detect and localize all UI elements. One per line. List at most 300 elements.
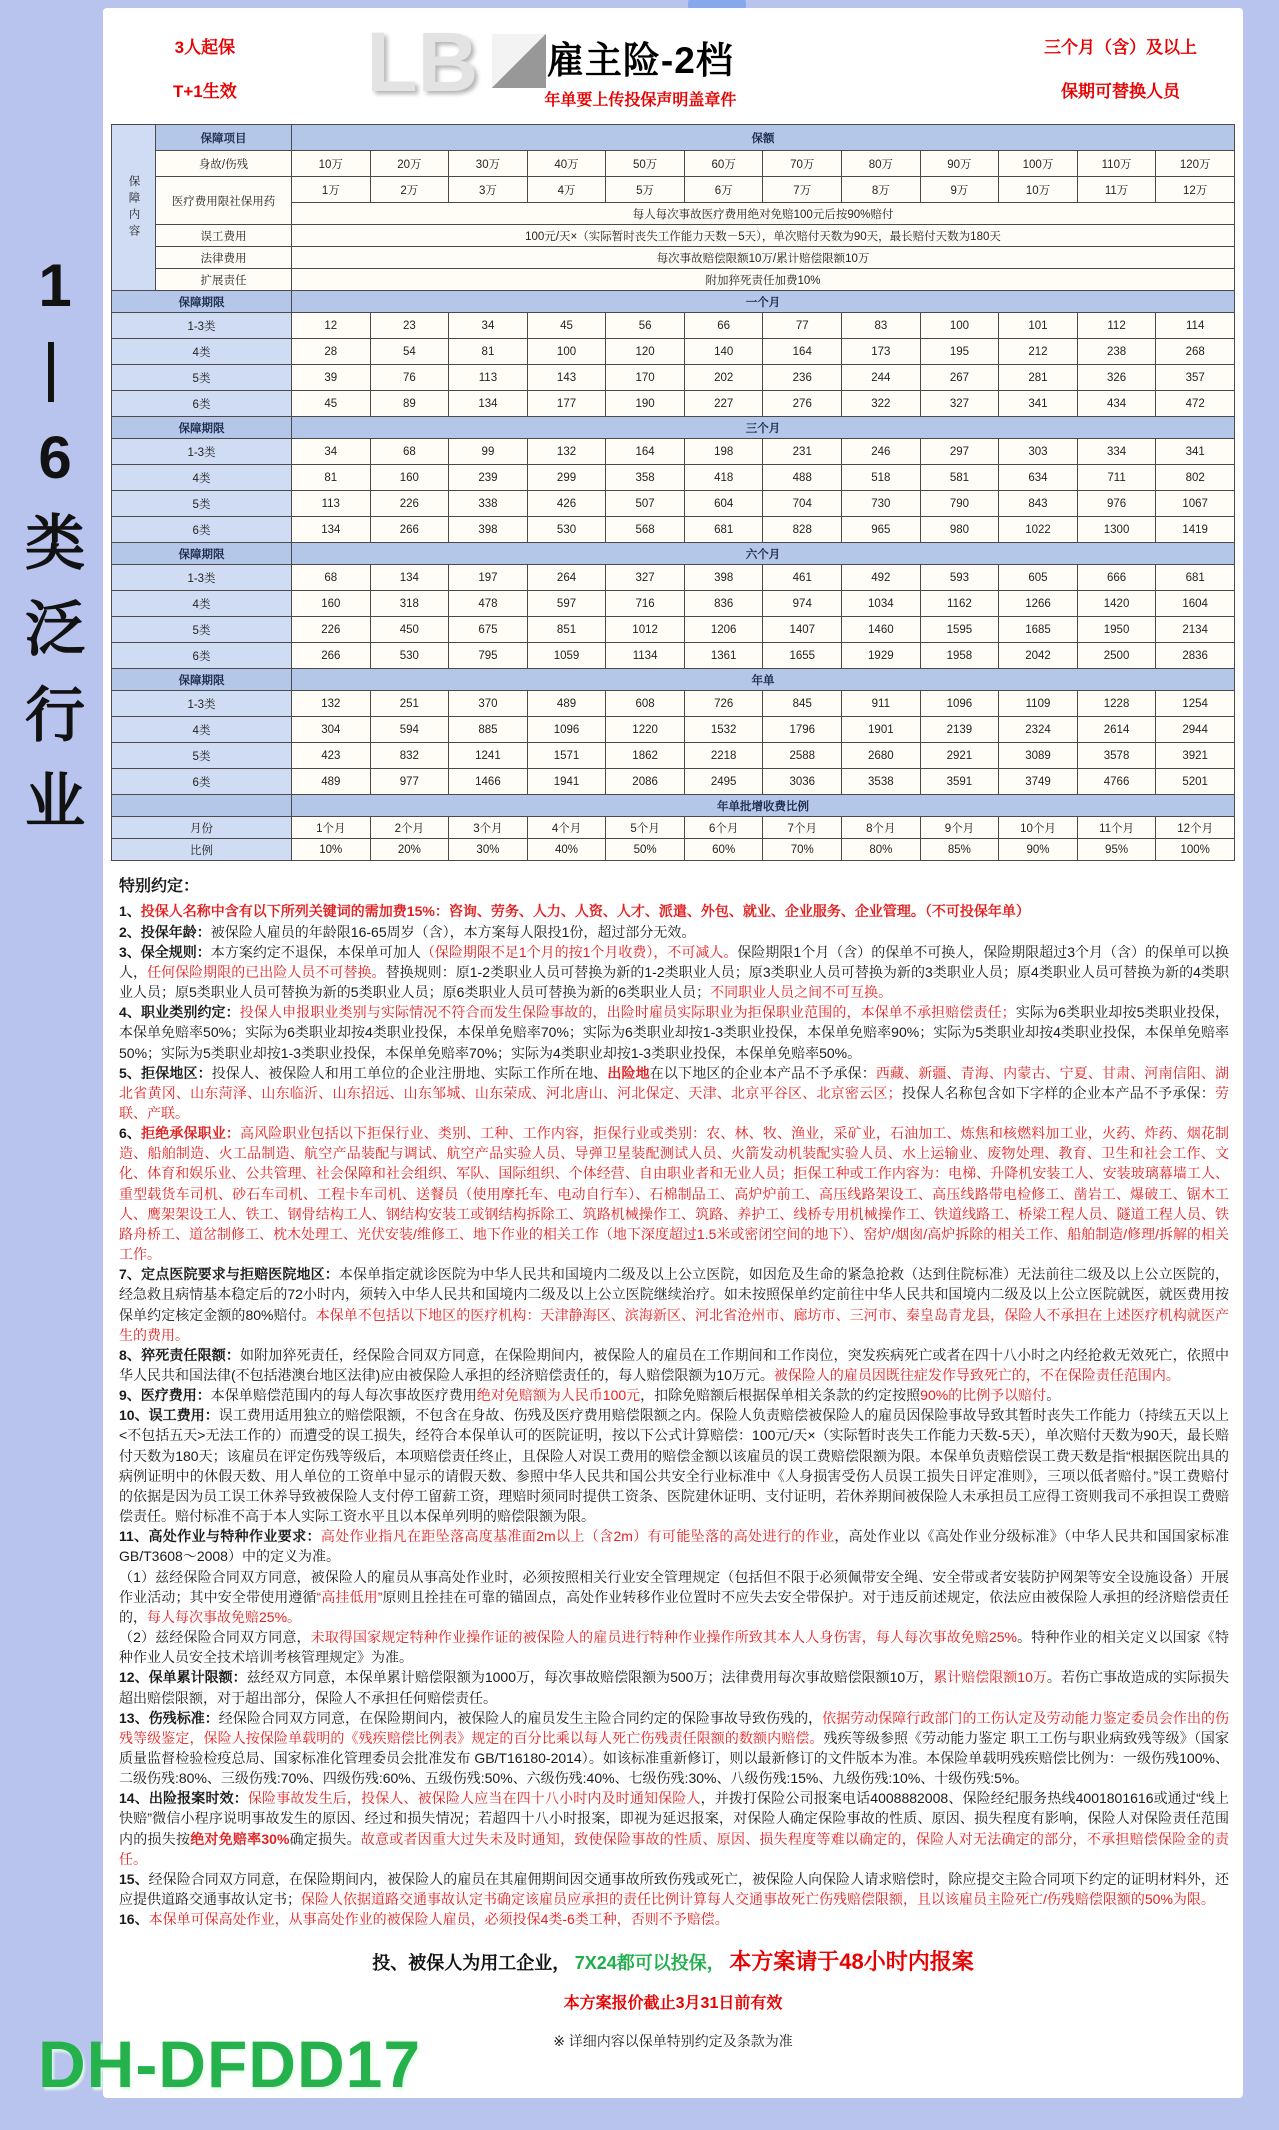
premium-value: 726 [684, 691, 763, 717]
premium-value: 2680 [842, 743, 921, 769]
footer-insured-note: 投、被保人为用工企业， [372, 1953, 571, 1974]
side-banner-char: 类 [25, 510, 85, 577]
premium-value: 604 [684, 491, 763, 517]
premium-value: 605 [999, 565, 1078, 591]
term-segment: 误工费用适用独立的赔偿限额，不包含在身故、伤残及医疗费用赔偿限额之内。保险人负责赔偿被保险人的雇员因保险事故导致其暂时丧失工作能力（持续五天以上<不包括五天>无法工作的）而遭受的误工损失，经符合本保单认可的医院证明，按以下公式计算赔偿：100元/天×（实际暂时丧失工作能力天数-5天），单次赔付天数为90天，最长赔付天数为180天；该雇员在评定伤残等级后，本项赔偿责任终止，且保险人对误工费用的赔偿金额以该雇员的误工费赔偿限额为限。本保单负责赔偿误工费天数是指“根据医院出具的病例证明中的休假天数、用人单位的工资单中显示的请假天数、参照中华人民共和国公共安全行业标准中《人身损害受伤人员误工损失日评定准则》，三项以低者赔付。”误工费赔付的依据是因为员工误工休养导致被保险人支付停工留薪工资，理赔时须同时提供工资条、医院建休证明、支付证明，若休养期间被保险人未承担员工应得工资则我司不承担误工费赔偿责任。赔付标准不高于本人实际工资水平且以本保单列明的赔偿限额为限。 [119, 1407, 1229, 1525]
premium-value: 802 [1156, 465, 1235, 491]
occupation-class-label: 5类 [112, 365, 292, 391]
term-segment: ，并拨打保险公司报案电话4008882008、保险经纪服务热线4001801616或通过“线上快赔”微信小程序说明事故发生的原因、经过和损失情况；若超四十八小时报案，即视为延迟报案，对保险人确定保险事故的性质、原因、损失程度有影响，保险人对保险责任范围内的损失按 [119, 1790, 1230, 1847]
premium-value: 281 [999, 365, 1078, 391]
term-segment: 8、 [119, 1346, 142, 1363]
term-segment: 残疾等级参照《劳动能力鉴定 职工工伤与职业病致残等级》（国家质量监督检验检疫总局、国家标准化管理委员会批准发布 GB/T16180-2014）。如该标准重新修订，则以最新修订的文件版本为准。本保险单载明残疾赔偿比例为：一级伤残100%、二级伤残:80%、三级伤残:70%、四级伤残:60%、五级伤残:50%、六级伤残:40%、七级伤残:30%、八级伤残:15%、九级伤残:10%、十级伤残:5%。 [119, 1729, 1229, 1787]
month-value: 9个月 [920, 817, 999, 839]
premium-value: 299 [527, 465, 606, 491]
premium-value: 89 [370, 391, 449, 417]
premium-value: 836 [684, 591, 763, 617]
premium-value: 1958 [920, 643, 999, 669]
medical-amount-value: 4万 [527, 177, 606, 203]
legal-fee-label: 法律费用 [156, 247, 292, 269]
premium-value: 120 [606, 339, 685, 365]
month-value: 7个月 [763, 817, 842, 839]
premium-row [112, 591, 1235, 617]
premium-value: 114 [1156, 313, 1235, 339]
premium-value: 113 [449, 365, 528, 391]
medical-amount-value: 3万 [449, 177, 528, 203]
period-band-row [112, 291, 1235, 313]
term-segment: 故意或者因重大过失未及时通知，致使保险事故的性质、原因、损失程度等难以确定的，保险人对无法确定的部分，不承担赔偿保险金的责任。 [119, 1830, 1229, 1867]
term-segment: 高风险职业包括以下拒保行业、类别、工种、工作内容，拒保行业或类别：农、林、牧、渔业，采矿业，石油加工、炼焦和核燃料加工业，火药、炸药、烟花制造、船舶制造、火工品制造、航空产品装配与调试、航空产品实验人员、导弹卫星装配测试人员、火箭发动机装配实验人员、水上运输业、废物处理、教育、卫生和社会工作、文化、体育和娱乐业、公共管理、社会保障和社会组织、军队、国际组织、个体经营、自由职业者和无业人员；拒保工种或工作内容为：电梯、升降机安装工人、安装玻璃幕墙工人、重型载货车司机、砂石车司机、工程卡车司机、送餐员（使用摩托车、电动自行车）、石棉制品工、高炉炉前工、高压线路架设工、高压线路带电检修工、凿岩工、爆破工、锯木工人、鹰架架设工人、铁工、钢骨结构工人、钢结构安装工或钢结构拆除工、筑路机械操作工、筑路、养护工、线桥专用机械操作工、铁道线路工、桥梁工程人员、隧道工程人员、铁路舟桥工、道岔制修工、枕木处理工、光伏安装/维修工、地下作业的相关工作（地下深度超过1.5米或密闭空间的地下）、窑炉/烟囱/高炉拆除的相关工作、船舶制造/修理/拆解的相关工作。 [119, 1125, 1230, 1263]
premium-value: 530 [370, 643, 449, 669]
coverage-premium-table [111, 124, 1235, 861]
effective-note: T+1生效 [173, 82, 237, 102]
term-segment: 。特种作业的相关定义以国家《特种作业人员安全技术培训考核管理规定》为准。 [119, 1629, 1229, 1666]
term-segment: 不同职业人员之间不可互换。 [710, 984, 893, 1001]
sum-insured-value: 80万 [842, 151, 921, 177]
occupation-class-label: 5类 [112, 617, 292, 643]
premium-value: 198 [684, 439, 763, 465]
premium-value: 1361 [684, 643, 763, 669]
premium-value: 160 [370, 465, 449, 491]
term-segment: 投保人、被保险人和用工单位的企业注册地、实际工作所在地、 [211, 1064, 608, 1081]
term-segment: 拒绝承保职业： [141, 1125, 240, 1142]
period-band-label: 保障期限 [112, 543, 292, 565]
month-value: 1个月 [292, 817, 371, 839]
side-banner-char: 业 [25, 768, 85, 835]
premium-value: 581 [920, 465, 999, 491]
period-band-value: 年单 [292, 669, 1235, 691]
term-segment: 累计赔偿限额10万 [933, 1669, 1047, 1686]
premium-row [112, 617, 1235, 643]
premium-value: 45 [292, 391, 371, 417]
header-left-notes [173, 26, 237, 114]
month-value: 8个月 [842, 817, 921, 839]
ratio-value: 30% [449, 839, 528, 861]
footer-48h-note: 本方案请于48小时内报案 [729, 1949, 974, 1975]
premium-row [112, 769, 1235, 795]
term-item [119, 1869, 1229, 1909]
premium-row [112, 491, 1235, 517]
premium-value: 1941 [527, 769, 606, 795]
premium-value: 81 [292, 465, 371, 491]
term-segment: 本保单不包括以下地区的医疗机构：天津静海区、滨海新区、河北省沧州市、廊坊市、三河市、秦皇岛青龙县，保险人不承担在上述医疗机构就医产生的费用。 [119, 1306, 1229, 1343]
premium-value: 2495 [684, 769, 763, 795]
premium-value: 704 [763, 491, 842, 517]
side-banner-char: 1 [38, 252, 72, 319]
premium-value: 226 [370, 491, 449, 517]
premium-value: 327 [920, 391, 999, 417]
premium-value: 790 [920, 491, 999, 517]
premium-value: 68 [370, 439, 449, 465]
term-item [119, 1667, 1229, 1707]
term-segment: 保全规则： [140, 943, 211, 960]
surcharge-header: 年单批增收费比例 [292, 795, 1235, 817]
premium-value: 398 [449, 517, 528, 543]
premium-row [112, 691, 1235, 717]
sum-insured-value: 10万 [292, 151, 371, 177]
premium-value: 3921 [1156, 743, 1235, 769]
premium-value: 597 [527, 591, 606, 617]
premium-value: 1096 [920, 691, 999, 717]
premium-value: 2614 [1077, 717, 1156, 743]
premium-value: 77 [763, 313, 842, 339]
premium-value: 1950 [1077, 617, 1156, 643]
premium-row [112, 439, 1235, 465]
term-segment: 。若伤亡事故造成的实际损失超出赔偿限额，对于超出部分，保险人不承担任何赔偿责任。 [119, 1669, 1229, 1706]
premium-value: 3089 [999, 743, 1078, 769]
occupation-class-label: 1-3类 [112, 565, 292, 591]
product-title: 雇主险-2档 [546, 40, 734, 82]
medical-amount-value: 9万 [920, 177, 999, 203]
sum-insured-value: 120万 [1156, 151, 1235, 177]
term-segment: 劳联、产联。 [119, 1084, 1230, 1121]
term-segment: 投保人申报职业类别与实际情况不符合而发生保险事故的，出险时雇员实际职业为拒保职业范围的，本保单不承担赔偿责任； [239, 1004, 1016, 1021]
death-disability-row [112, 151, 1235, 177]
premium-value: 845 [763, 691, 842, 717]
term-segment: 原则且拴挂在可靠的锚固点，高处作业转移作业位置时不应失去安全带保护。对于违反前述规定，依法应由被保险人承担的经济赔偿责任的， [119, 1588, 1230, 1625]
occupation-class-label: 4类 [112, 717, 292, 743]
surcharge-month-row [112, 817, 1235, 839]
sum-insured-header: 保额 [292, 125, 1235, 151]
period-band-row [112, 543, 1235, 565]
term-segment: 2、 [119, 923, 141, 940]
term-segment: 14、 [119, 1790, 149, 1807]
medical-amount-value: 10万 [999, 177, 1078, 203]
term-segment: 未取得国家规定特种作业操作证的被保险人的雇员进行特种作业操作所致其本人人身伤害，每人每次事故免赔25% [310, 1629, 1017, 1646]
occupation-class-label: 4类 [112, 465, 292, 491]
premium-value: 423 [292, 743, 371, 769]
premium-value: 99 [449, 439, 528, 465]
term-segment: 医疗费用： [140, 1387, 211, 1404]
term-segment: “高挂低用” [316, 1588, 383, 1605]
premium-value: 1460 [842, 617, 921, 643]
premium-value: 3578 [1077, 743, 1156, 769]
term-segment: 6、 [119, 1125, 142, 1142]
premium-value: 326 [1077, 365, 1156, 391]
premium-value: 1067 [1156, 491, 1235, 517]
premium-value: 2500 [1077, 643, 1156, 669]
premium-value: 358 [606, 465, 685, 491]
premium-value: 518 [842, 465, 921, 491]
medical-amount-value: 2万 [370, 177, 449, 203]
term-segment: 定点医院要求与拒赔医院地区： [141, 1266, 339, 1283]
medical-amount-value: 12万 [1156, 177, 1235, 203]
premium-value: 1407 [763, 617, 842, 643]
lb-watermark: LB [366, 15, 479, 110]
premium-value: 370 [449, 691, 528, 717]
premium-value: 675 [449, 617, 528, 643]
premium-value: 246 [842, 439, 921, 465]
premium-value: 164 [763, 339, 842, 365]
premium-value: 1134 [606, 643, 685, 669]
premium-value: 681 [1156, 565, 1235, 591]
term-segment: 每人每次事故免赔25%。 [147, 1608, 302, 1625]
premium-value: 68 [292, 565, 371, 591]
period-band-row [112, 417, 1235, 439]
term-segment: 11、 [119, 1528, 149, 1545]
medical-amount-value: 8万 [842, 177, 921, 203]
premium-value: 593 [920, 565, 999, 591]
sum-insured-value: 50万 [606, 151, 685, 177]
period-band-label: 保障期限 [112, 669, 292, 691]
sum-insured-value: 110万 [1077, 151, 1156, 177]
premium-value: 1206 [684, 617, 763, 643]
premium-value: 885 [449, 717, 528, 743]
premium-value: 2588 [763, 743, 842, 769]
premium-value: 1571 [527, 743, 606, 769]
censored-logo [492, 34, 546, 88]
replace-note: 保期可替换人员 [1060, 82, 1180, 102]
premium-value: 832 [370, 743, 449, 769]
premium-value: 1034 [842, 591, 921, 617]
premium-row [112, 717, 1235, 743]
term-segment: 被保险人雇员的年龄限16-65周岁（含），本方案每人限投1份，超过部分无效。 [210, 923, 696, 940]
ratio-value: 85% [920, 839, 999, 861]
term-segment: 9、 [119, 1387, 141, 1404]
term-segment: 4、 [119, 1004, 142, 1021]
sum-insured-value: 20万 [370, 151, 449, 177]
premium-row [112, 339, 1235, 365]
premium-value: 2218 [684, 743, 763, 769]
ratio-value: 50% [606, 839, 685, 861]
term-segment: 拒保地区： [141, 1064, 212, 1081]
extended-liability-value: 附加猝死责任加费10% [292, 269, 1235, 291]
period-band-value: 一个月 [292, 291, 1235, 313]
premium-value: 2042 [999, 643, 1078, 669]
premium-value: 965 [842, 517, 921, 543]
premium-value: 492 [842, 565, 921, 591]
term-segment: 绝对免赔额为人民币100元 [476, 1387, 641, 1404]
premium-row [112, 465, 1235, 491]
premium-value: 795 [449, 643, 528, 669]
footer-disclaimer: ※ 详细内容以保单特别约定及条款为准 [553, 2033, 793, 2050]
term-segment: 依据劳动保障行政部门的工伤认定及劳动能力鉴定委员会作出的伤残等级鉴定，保险人按保险单载明的《残疾赔偿比例表》规定的百分比乘以每人死亡伤残责任限额的数额内赔偿。 [119, 1709, 1230, 1746]
premium-value: 977 [370, 769, 449, 795]
ratio-value: 95% [1077, 839, 1156, 861]
month-label: 月份 [112, 817, 292, 839]
medical-amount-value: 5万 [606, 177, 685, 203]
premium-value: 426 [527, 491, 606, 517]
term-segment: 被保险人的雇员因既往症发作导致死亡的，不在保险责任范围内。 [773, 1367, 1180, 1383]
premium-value: 195 [920, 339, 999, 365]
term-segment: 10、 [119, 1407, 149, 1424]
premium-value: 134 [370, 565, 449, 591]
term-segment: 本保单指定就诊医院为中华人民共和国境内二级及以上公立医院，如因危及生命的紧急抢救（达到住院标准）无法前往二级及以上公立医院的，经急救且病情基本稳定后的72小时内，须转入中华人民共和国境内二级及以上公立医院继续治疗。如未按照保单约定前往中华人民共和国境内二级及以上公立医院就医，就医费用按保单约定核定金额的80%赔付。 [119, 1266, 1230, 1323]
sum-insured-value: 30万 [449, 151, 528, 177]
premium-value: 143 [527, 365, 606, 391]
term-segment: 高处作业与特种作业要求： [148, 1528, 321, 1545]
surcharge-section [112, 795, 1235, 861]
term-item [119, 1627, 1229, 1667]
term-segment: 高处作业指凡在距坠落高度基准面2m以上（含2m）有可能坠落的高处进行的作业 [320, 1528, 835, 1545]
premium-value: 81 [449, 339, 528, 365]
ratio-value: 70% [763, 839, 842, 861]
occupation-class-label: 5类 [112, 743, 292, 769]
occupation-class-label: 4类 [112, 339, 292, 365]
surcharge-ratio-row [112, 839, 1235, 861]
premium-value: 507 [606, 491, 685, 517]
premium-row [112, 313, 1235, 339]
special-terms [103, 861, 1243, 1929]
term-segment: 确定损失。 [289, 1830, 361, 1847]
premium-value: 568 [606, 517, 685, 543]
surcharge-band-row [112, 795, 1235, 817]
term-item [119, 1345, 1229, 1385]
side-banner-char: 行 [25, 682, 85, 749]
premium-value: 334 [1077, 439, 1156, 465]
sum-insured-value: 100万 [999, 151, 1078, 177]
premium-value: 450 [370, 617, 449, 643]
premium-value: 170 [606, 365, 685, 391]
medical-amount-value: 6万 [684, 177, 763, 203]
term-segment: （2）兹经保险合同双方同意， [119, 1629, 311, 1646]
min-persons-note: 3人起保 [174, 38, 236, 57]
product-subtitle: 年单要上传投保声明盖章件 [544, 92, 737, 110]
surcharge-band-spacer [112, 795, 292, 817]
premium-value: 303 [999, 439, 1078, 465]
occupation-class-label: 6类 [112, 769, 292, 795]
term-segment: 任何保险期限的已出险人员不可替换。 [147, 963, 386, 980]
sum-insured-value: 40万 [527, 151, 606, 177]
medical-amount-value: 11万 [1077, 177, 1156, 203]
premium-value: 3749 [999, 769, 1078, 795]
premium-value: 100 [527, 339, 606, 365]
term-segment: 7、 [119, 1266, 142, 1283]
premium-value: 1420 [1077, 591, 1156, 617]
term-segment: 职业类别约定： [141, 1004, 240, 1021]
month-value: 6个月 [684, 817, 763, 839]
month-value: 12个月 [1156, 817, 1235, 839]
term-item [119, 901, 1229, 921]
term-segment: （1）兹经保险合同双方同意，被保险人的雇员从事高处作业时，必须按照相关行业安全管理规定（包括但不限于必须佩带安全绳、安全带或者安装防护网架等安全设施设备）开展作业活动；其中安全带使用遵循 [119, 1568, 1229, 1605]
term-segment: 误工费用： [148, 1407, 219, 1424]
premium-value: 39 [292, 365, 371, 391]
term-segment: 保险期限1个月（含）的保单不可换人，保险期限超过3个月（含）的保单可以换人， [119, 943, 1230, 980]
premium-value: 231 [763, 439, 842, 465]
premium-value: 322 [842, 391, 921, 417]
premium-value: 357 [1156, 365, 1235, 391]
side-banner-1-6-class [10, 252, 100, 835]
footer-deadline: 本方案报价截止3月31日前有效 [563, 1995, 783, 2013]
premium-value: 239 [449, 465, 528, 491]
premium-row [112, 565, 1235, 591]
side-banner-char: — [22, 342, 89, 402]
term-segment: 15、 [119, 1870, 149, 1887]
term-segment: 本保单可保高处作业，从事高处作业的被保险人雇员，必须投保4类-6类工种，否则不予赔偿。 [148, 1911, 729, 1928]
term-segment: 实际为6类职业却按5类职业投保，本保单免赔率50%；实际为6类职业却按4类职业投保，本保单免赔率70%；实际为6类职业却按1-3类职业投保，本保单免赔率90%；实际为5类职业却按4类职业投保，本保单免赔率50%；实际为5类职业却按1-3类职业投保，本保单免赔率70%；实际为4类职业却按1-3类职业投保，本保单免赔率50%。 [119, 1004, 1230, 1061]
premium-value: 1862 [606, 743, 685, 769]
term-item [119, 942, 1229, 1002]
ratio-value: 40% [527, 839, 606, 861]
premium-value: 23 [370, 313, 449, 339]
term-segment: 兹经双方同意，本保单累计赔偿限额为1000万，每次事故赔偿限额为500万；法律费用每次事故赔偿限额10万， [246, 1669, 934, 1686]
premium-value: 1109 [999, 691, 1078, 717]
premium-value: 266 [292, 643, 371, 669]
premium-value: 976 [1077, 491, 1156, 517]
premium-value: 66 [684, 313, 763, 339]
premium-value: 716 [606, 591, 685, 617]
sum-insured-value: 60万 [684, 151, 763, 177]
legal-fee-value: 每次事故赔偿限额10万/累计赔偿限额10万 [292, 247, 1235, 269]
term-segment: 本保单赔偿范围内的每人每次事故医疗费用 [210, 1387, 477, 1404]
term-segment: 猝死责任限额： [141, 1346, 240, 1363]
month-value: 11个月 [1077, 817, 1156, 839]
premium-value: 594 [370, 717, 449, 743]
premium-value: 236 [763, 365, 842, 391]
product-code: DH-DFDD17 [38, 2027, 422, 2101]
occupation-class-label: 1-3类 [112, 313, 292, 339]
month-value: 2个月 [370, 817, 449, 839]
ratio-label: 比例 [112, 839, 292, 861]
term-item [119, 1788, 1229, 1869]
premium-value: 160 [292, 591, 371, 617]
work-loss-label: 误工费用 [156, 225, 292, 247]
premium-value: 1419 [1156, 517, 1235, 543]
premium-value: 711 [1077, 465, 1156, 491]
month-value: 5个月 [606, 817, 685, 839]
term-segment: ，高处作业以《高处作业分级标准》（中华人民共和国国家标准GB/T3608～2008）中的定义为准。 [119, 1528, 1230, 1565]
premium-value: 1228 [1077, 691, 1156, 717]
medical-amount-value: 1万 [292, 177, 371, 203]
premium-row [112, 743, 1235, 769]
premium-value: 341 [1156, 439, 1235, 465]
premium-value: 177 [527, 391, 606, 417]
month-value: 4个月 [527, 817, 606, 839]
premium-value: 1012 [606, 617, 685, 643]
side-banner-char: 6 [38, 424, 72, 491]
term-segment: 绝对免赔率30% [190, 1830, 290, 1847]
month-value: 3个月 [449, 817, 528, 839]
term-segment: 替换规则：原1-2类职业人员可替换为新的1-2类职业人员；原3类职业人员可替换为新的3类职业人员；原4类职业人员可替换为新的4类职业人员；原5类职业人员可替换为新的5类职业人员；原6类职业人员可替换为新的6类职业人员； [119, 963, 1229, 1001]
premium-value: 1266 [999, 591, 1078, 617]
term-segment: 本方案约定不退保，本保单可加人 [210, 943, 421, 960]
premium-value: 1595 [920, 617, 999, 643]
medical-amount-row [112, 177, 1235, 203]
premium-value: 5201 [1156, 769, 1235, 795]
premium-value: 244 [842, 365, 921, 391]
premium-value: 489 [292, 769, 371, 795]
premium-value: 28 [292, 339, 371, 365]
work-loss-value: 100元/天×（实际暂时丧失工作能力天数－5天），单次赔付天数为90天，最长赔付天数为180天 [292, 225, 1235, 247]
sum-insured-value: 70万 [763, 151, 842, 177]
premium-value: 112 [1077, 313, 1156, 339]
premium-value: 56 [606, 313, 685, 339]
ratio-value: 20% [370, 839, 449, 861]
premium-value: 1604 [1156, 591, 1235, 617]
extended-liability-label: 扩展责任 [156, 269, 292, 291]
premium-value: 134 [292, 517, 371, 543]
term-segment: 90%的比例予以赔付 [920, 1387, 1047, 1404]
premium-value: 911 [842, 691, 921, 717]
term-segment: 保单累计限额： [148, 1669, 247, 1686]
premium-value: 212 [999, 339, 1078, 365]
premium-value: 134 [449, 391, 528, 417]
premium-value: 1241 [449, 743, 528, 769]
term-segment: ，扣除免赔额后根据保单相关条款的约定按照 [640, 1387, 921, 1404]
period-note: 三个月（含）及以上 [1043, 38, 1197, 57]
term-segment: 保险人依据道路交通事故认定书确定该雇员应承担的责任比例计算每人交通事故死亡伤残赔偿限额，且以该雇员主险死亡/伤残赔偿限额的50%为限。 [301, 1891, 1215, 1908]
term-segment: 5、 [119, 1064, 142, 1081]
ratio-value: 80% [842, 839, 921, 861]
premium-value: 478 [449, 591, 528, 617]
sheet-header [103, 8, 1243, 118]
sum-insured-value: 90万 [920, 151, 999, 177]
premium-value: 1901 [842, 717, 921, 743]
premium-value: 1254 [1156, 691, 1235, 717]
premium-value: 338 [449, 491, 528, 517]
premium-value: 2944 [1156, 717, 1235, 743]
term-segment: 经保险合同双方同意，在保险期间内，被保险人的雇员在其雇佣期间因交通事故所致伤残或死亡，被保险人向保险人请求赔偿时，除应提交主险合同项下约定的证明材料外，还应提供道路交通事故认定书； [119, 1870, 1229, 1908]
term-item [119, 922, 1229, 942]
